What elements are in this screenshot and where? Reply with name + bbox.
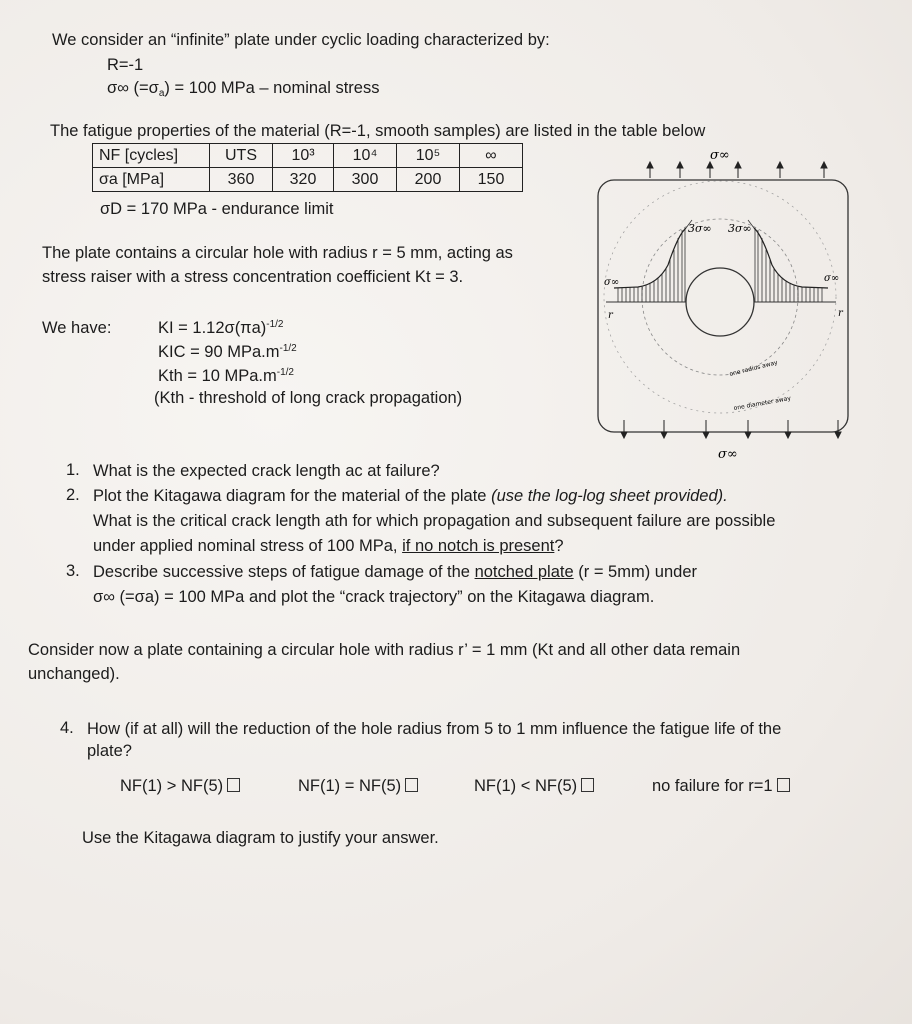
tension-arrows-bottom <box>621 420 841 438</box>
hole-line-1: The plate contains a circular hole with radius r = 5 mm, acting as <box>42 244 513 262</box>
q3-number: 3. <box>66 562 80 580</box>
formula-kth: Kth = 10 $MPa.m^{-1/2}$ <box>158 367 294 385</box>
table-cell: 150 <box>460 168 523 192</box>
q4-line-1: How (if at all) will the reduction of the hole radius from 5 to 1 mm influence the fatigue life of the <box>87 720 782 738</box>
q3-line-2: σ∞ (=σa) = 100 MPa and plot the “crack trajectory” on the Kitagawa diagram. <box>93 588 655 606</box>
table-cell: 320 <box>273 168 334 192</box>
peak-right-label: 3σ∞ <box>728 222 752 235</box>
tension-arrows-top <box>647 162 827 178</box>
justify-text: Use the Kitagawa diagram to justify your answer. <box>82 829 439 847</box>
formula-ki: KI = $1.12\sigma(\pi a)^{-1/2}$ <box>158 319 284 337</box>
q2-line-1: Plot the Kitagawa diagram for the material of the plate (use the log-log sheet provided). <box>93 487 728 505</box>
r-left-label: r <box>608 310 613 321</box>
one-radius-label: one radius away <box>728 359 779 378</box>
table-cell: NF [cycles] <box>93 144 210 168</box>
q4-line-2: plate? <box>87 742 132 760</box>
fatigue-heading: The fatigue properties of the material (R=-1, smooth samples) are listed in the table below <box>50 122 706 140</box>
q4-number: 4. <box>60 719 74 737</box>
table-cell: UTS <box>210 144 273 168</box>
option-no-failure[interactable]: no failure for r=1 <box>652 776 790 796</box>
q3-line-1: Describe successive steps of fatigue damage of the notched plate (r = 5mm) under <box>93 563 697 581</box>
intro-line: We consider an “infinite” plate under cyclic loading characterized by: <box>52 31 550 49</box>
sigma-bottom-label: σ∞ <box>718 447 738 462</box>
table-cell: 360 <box>210 168 273 192</box>
q1-text: What is the expected crack length ac at failure? <box>93 462 440 480</box>
sigma-top-label: σ∞ <box>710 148 730 163</box>
checkbox[interactable] <box>581 778 594 792</box>
table-cell: ∞ <box>460 144 523 168</box>
sigma-left-label: σ∞ <box>604 277 620 288</box>
table-cell: σa [MPa] <box>93 168 210 192</box>
stress-curve-left <box>614 228 686 288</box>
checkbox[interactable] <box>405 778 418 792</box>
table-cell: 300 <box>334 168 397 192</box>
table-cell: 10⁵ <box>397 144 460 168</box>
checkbox[interactable] <box>227 778 240 792</box>
table-row <box>93 144 523 168</box>
sigma-right-label: σ∞ <box>824 273 840 284</box>
nominal-stress: σ∞ $(=\sigma_a) = 100$ MPa – nominal stress <box>107 79 380 99</box>
endurance-limit: σD = 170 MPa - endurance limit <box>100 200 334 218</box>
table-cell: 10³ <box>273 144 334 168</box>
option-nf-less[interactable]: NF(1) < NF(5) <box>474 776 594 796</box>
kth-note: (Kth - threshold of long crack propagation) <box>154 389 463 407</box>
table-row <box>93 168 523 192</box>
table-cell: 10⁴ <box>334 144 397 168</box>
hole-line-2: stress raiser with a stress concentration coefficient Kt = 3. <box>42 268 464 286</box>
consider-line-2: unchanged). <box>28 665 120 683</box>
table-cell: 200 <box>397 168 460 192</box>
consider-line-1: Consider now a plate containing a circular hole with radius r’ = 1 mm (Kt and all other data remain <box>28 641 741 659</box>
we-have-label: We have: <box>42 319 112 337</box>
q1-number: 1. <box>66 461 80 479</box>
q2-number: 2. <box>66 486 80 504</box>
fatigue-table <box>92 143 523 192</box>
checkbox[interactable] <box>777 778 790 792</box>
option-nf-equal[interactable]: NF(1) = NF(5) <box>298 776 418 796</box>
peak-left-label: 3σ∞ <box>688 222 712 235</box>
r-ratio: R=-1 <box>107 56 144 74</box>
option-nf-greater[interactable]: NF(1) > NF(5) <box>120 776 240 796</box>
r-right-label: r <box>838 308 843 319</box>
one-diameter-label: one diameter away <box>733 395 792 412</box>
formula-kic: KIC = 90 $MPa.m^{-1/2}$ <box>158 343 297 361</box>
q2-line-2: What is the critical crack length ath for which propagation and subsequent failure are possible <box>93 512 776 530</box>
stress-curve-right <box>754 228 828 288</box>
circular-hole <box>686 268 754 336</box>
q2-line-3: under applied nominal stress of 100 MPa, if no notch is present? <box>93 537 564 555</box>
plate-stress-diagram <box>588 140 858 470</box>
